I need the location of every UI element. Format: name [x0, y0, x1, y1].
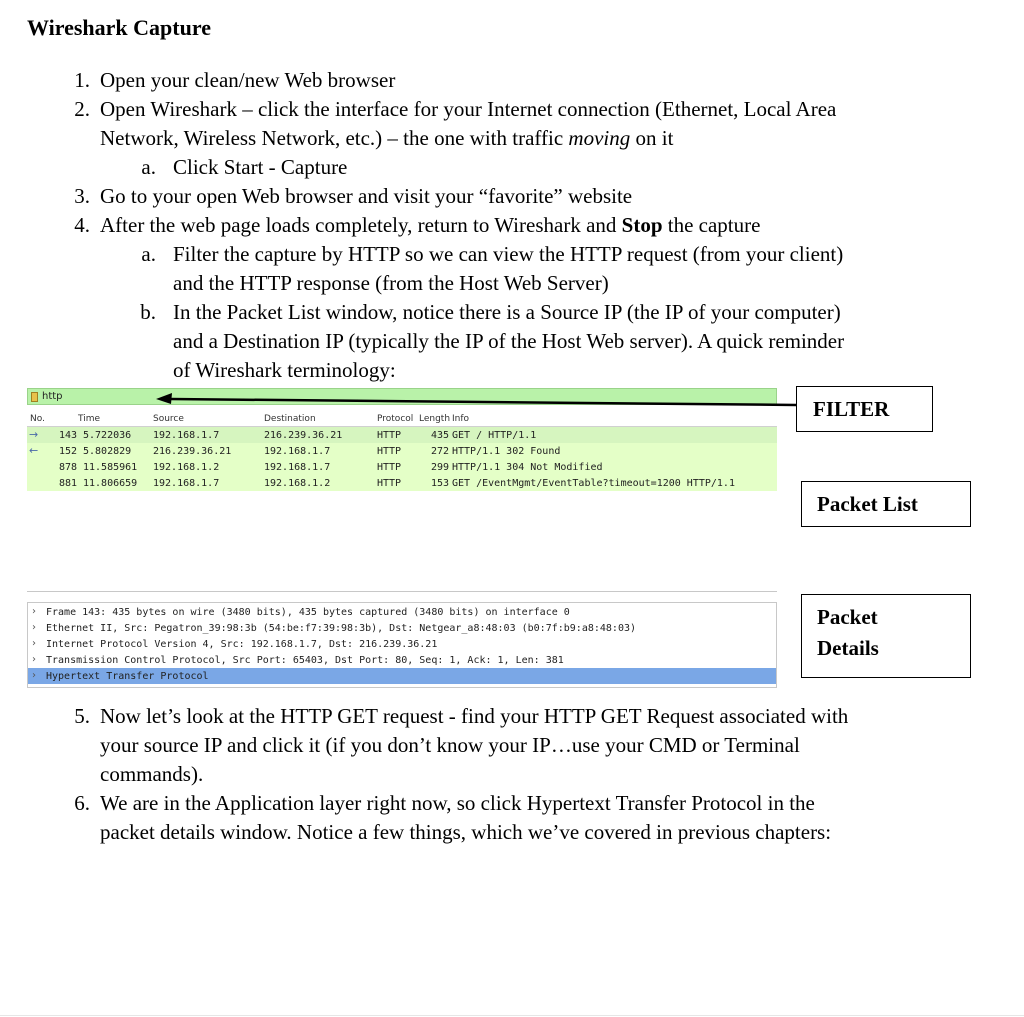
substep-text-line: of Wireshark terminology: — [173, 358, 396, 382]
document-title: Wireshark Capture — [27, 15, 211, 40]
packet-info: HTTP/1.1 302 Found — [452, 446, 561, 457]
packet-list — [27, 427, 777, 592]
packet-details — [27, 602, 777, 688]
filter-input-value[interactable]: http — [42, 391, 63, 402]
packet-info: GET / HTTP/1.1 — [452, 430, 537, 441]
packet-row[interactable] — [27, 427, 777, 443]
detail-row-frame[interactable] — [28, 604, 776, 620]
step-text-line — [100, 124, 673, 153]
packet-length: 153 — [431, 478, 450, 489]
packet-details-label-box — [801, 594, 971, 678]
text-run: on it — [630, 126, 674, 150]
step-text-line: packet details window. Notice a few things, which we’ve covered in previous chapters: — [100, 820, 832, 844]
filter-label: FILTER — [813, 397, 890, 421]
bookmark-icon — [31, 392, 38, 402]
packet-row[interactable] — [27, 475, 777, 491]
packet-length: 272 — [431, 446, 450, 457]
packet-time: 11.585961 — [83, 462, 138, 473]
substep-text-line: Filter the capture by HTTP so we can view the HTTP request (from your client) — [173, 242, 844, 266]
packet-info: HTTP/1.1 304 Not Modified — [452, 462, 603, 473]
detail-row-tcp[interactable] — [28, 652, 776, 668]
detail-row-ipv4[interactable] — [28, 636, 776, 652]
column-length[interactable]: Length — [419, 414, 451, 424]
substep-text-line: In the Packet List window, notice there is a Source IP (the IP of your computer) — [173, 300, 841, 324]
emphasis-text: moving — [568, 126, 631, 150]
text-run: After the web page loads completely, return to Wireshark and — [100, 213, 622, 237]
substep-letter: a. — [141, 155, 156, 179]
substep-text: Click Start - Capture — [173, 155, 348, 179]
packet-no: 152 — [59, 446, 78, 457]
expand-chevron-icon[interactable]: › — [32, 622, 36, 633]
packet-row[interactable] — [27, 443, 777, 459]
packet-time: 5.802829 — [83, 446, 132, 457]
detail-text: Internet Protocol Version 4, Src: 192.168.1.7, Dst: 216.239.36.21 — [46, 639, 438, 650]
detail-text: Hypertext Transfer Protocol — [46, 671, 209, 682]
expand-chevron-icon[interactable]: › — [32, 638, 36, 649]
column-destination[interactable]: Destination — [264, 414, 316, 424]
packet-source: 216.239.36.21 — [153, 446, 232, 457]
packet-list-header — [27, 412, 777, 427]
packet-info: GET /EventMgmt/EventTable?timeout=1200 HTTP/1.1 — [452, 478, 735, 489]
substep-text-line: and the HTTP response (from the Host Web Server) — [173, 271, 609, 295]
step-text-line: Open Wireshark – click the interface for your Internet connection (Ethernet, Local Area — [100, 97, 837, 121]
step-number: 3. — [74, 184, 90, 208]
packet-length: 299 — [431, 462, 450, 473]
detail-text: Frame 143: 435 bytes on wire (3480 bits), 435 bytes captured (3480 bits) on interface 0 — [46, 607, 570, 618]
step-text: Go to your open Web browser and visit your “favorite” website — [100, 184, 633, 208]
packet-time: 11.806659 — [83, 478, 138, 489]
column-protocol[interactable]: Protocol — [377, 414, 414, 424]
bold-text: Stop — [621, 213, 663, 237]
step-number: 1. — [74, 68, 90, 92]
substep-letter: b. — [140, 300, 156, 324]
detail-row-http[interactable] — [28, 668, 776, 684]
packet-no: 143 — [59, 430, 78, 441]
wireshark-screenshot — [27, 388, 777, 688]
packet-list-label: Packet List — [817, 492, 918, 516]
packet-destination: 192.168.1.7 — [264, 462, 331, 473]
packet-source: 192.168.1.7 — [153, 430, 220, 441]
detail-text: Ethernet II, Src: Pegatron_39:98:3b (54:be:f7:39:98:3b), Dst: Netgear_a8:48:03 (b0:7f:b9:a8:48:03) — [46, 623, 637, 634]
text-run: Network, Wireless Network, etc.) – the one with traffic — [100, 126, 569, 150]
text-run: the capture — [662, 213, 761, 237]
packet-list-label-box — [801, 481, 971, 527]
step-text — [100, 211, 760, 240]
packet-destination: 192.168.1.7 — [264, 446, 331, 457]
step-number: 4. — [74, 213, 90, 237]
substep-text-line: and a Destination IP (typically the IP of the Host Web server). A quick reminder — [173, 329, 845, 353]
packet-protocol: HTTP — [377, 462, 402, 473]
filter-label-box — [796, 386, 933, 432]
filter-arrow — [156, 389, 796, 409]
packet-details-label-line: Packet — [817, 605, 878, 629]
packet-time: 5.722036 — [83, 430, 132, 441]
step-text-line: Now let’s look at the HTTP GET request - find your HTTP GET Request associated with — [100, 704, 849, 728]
step-number: 6. — [74, 791, 90, 815]
packet-no: 881 — [59, 478, 78, 489]
request-marker-icon: → — [29, 428, 39, 441]
page-bottom-border — [0, 1015, 1024, 1016]
step-number: 2. — [74, 97, 90, 121]
step-text: Open your clean/new Web browser — [100, 68, 396, 92]
packet-row[interactable] — [27, 459, 777, 475]
expand-chevron-icon[interactable]: › — [32, 654, 36, 665]
step-text-line: your source IP and click it (if you don’t know your IP…use your CMD or Terminal — [100, 733, 800, 757]
column-info[interactable]: Info — [452, 414, 470, 424]
packet-protocol: HTTP — [377, 446, 402, 457]
expand-chevron-icon[interactable]: › — [32, 606, 36, 617]
column-no[interactable]: No. — [30, 414, 45, 424]
packet-destination: 216.239.36.21 — [264, 430, 343, 441]
packet-length: 435 — [431, 430, 450, 441]
substep-letter: a. — [141, 242, 156, 266]
detail-row-ethernet[interactable] — [28, 620, 776, 636]
response-marker-icon: ← — [29, 444, 39, 457]
packet-source: 192.168.1.2 — [153, 462, 220, 473]
column-time[interactable]: Time — [78, 414, 101, 424]
detail-text: Transmission Control Protocol, Src Port: 65403, Dst Port: 80, Seq: 1, Ack: 1, Len: 381 — [46, 655, 564, 666]
packet-protocol: HTTP — [377, 430, 402, 441]
packet-details-label-line: Details — [817, 636, 879, 660]
packet-no: 878 — [59, 462, 78, 473]
packet-protocol: HTTP — [377, 478, 402, 489]
step-number: 5. — [74, 704, 90, 728]
packet-destination: 192.168.1.2 — [264, 478, 331, 489]
expand-chevron-icon[interactable]: › — [32, 670, 36, 681]
packet-source: 192.168.1.7 — [153, 478, 220, 489]
column-source[interactable]: Source — [153, 414, 184, 424]
step-text-line: We are in the Application layer right now, so click Hypertext Transfer Protocol in the — [100, 791, 815, 815]
step-text-line: commands). — [100, 762, 204, 786]
